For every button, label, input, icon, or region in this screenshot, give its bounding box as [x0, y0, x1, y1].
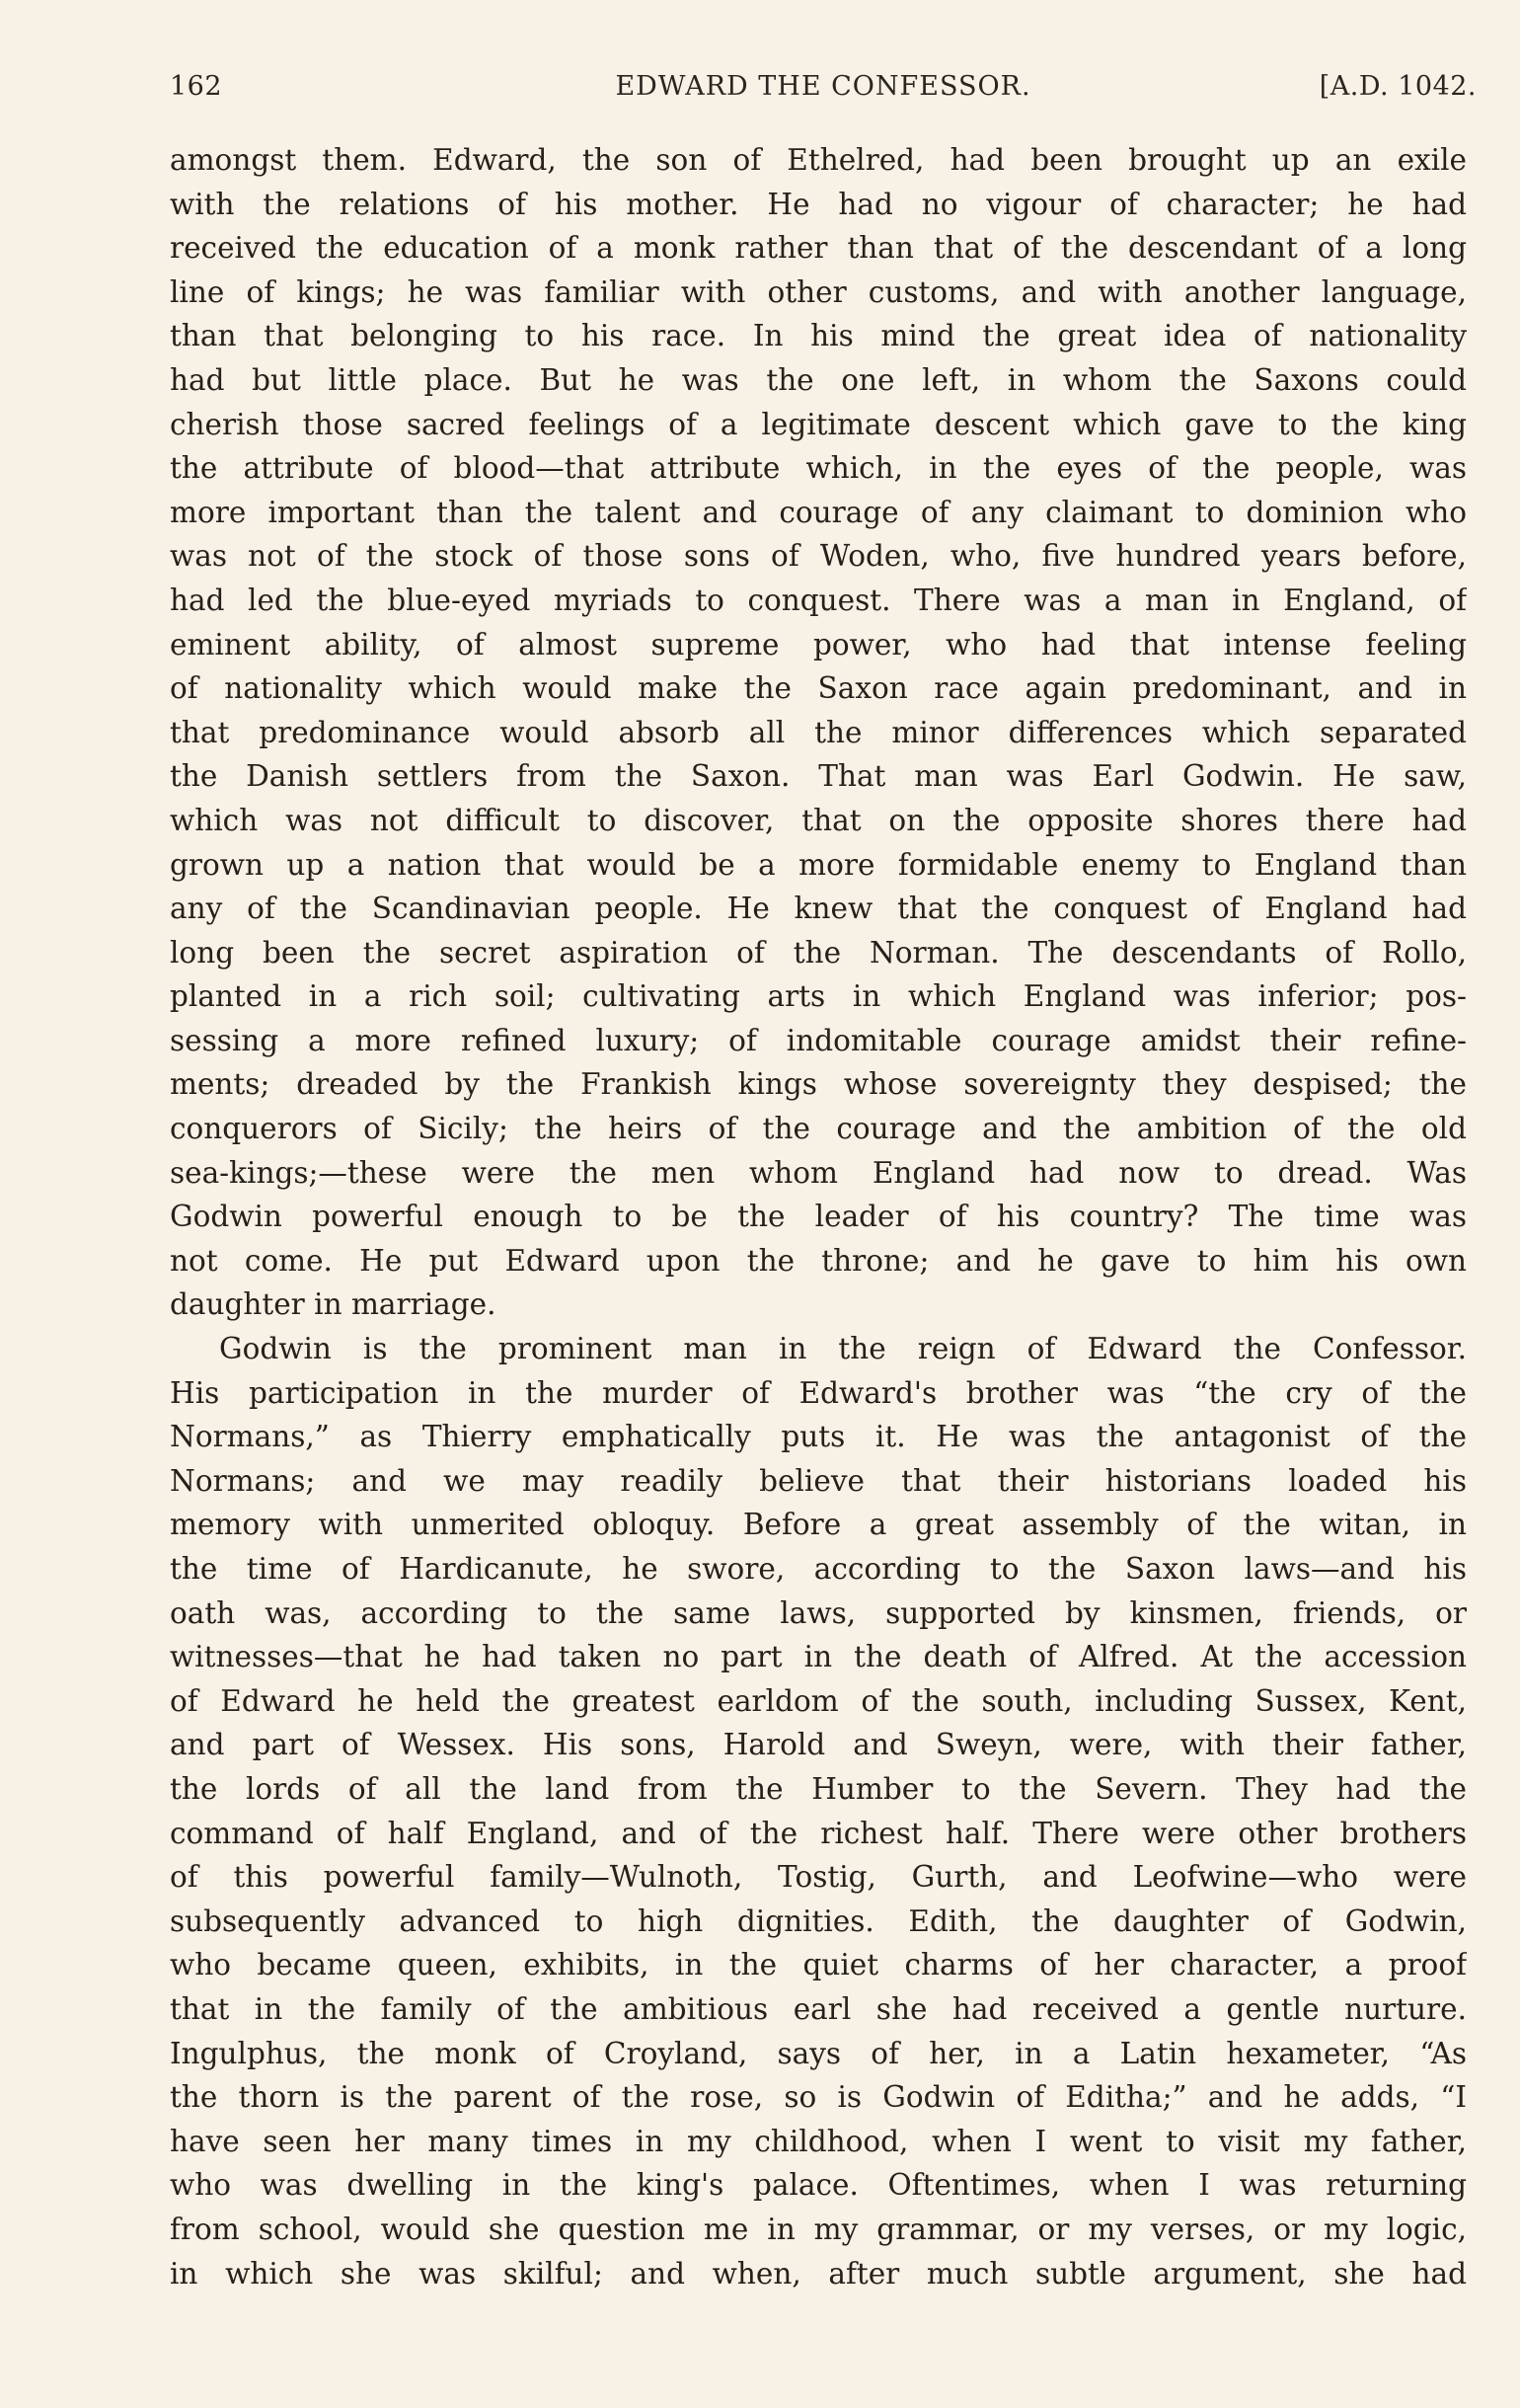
text-line: received the education of a monk rather than that of the descendant of a long	[170, 231, 1467, 266]
body-text	[170, 138, 1467, 2379]
text-line: had led the blue-eyed myriads to conquest. There was a man in England, of	[170, 583, 1467, 617]
text-line: of Edward he held the greatest earldom of the south, including Sussex, Kent,	[170, 1683, 1467, 1718]
text-line: Normans; and we may readily believe that their historians loaded his	[170, 1463, 1467, 1498]
text-line: command of half England, and of the richest half. There were other brothers	[170, 1816, 1467, 1850]
text-line: oath was, according to the same laws, supported by kinsmen, friends, or	[170, 1595, 1467, 1630]
text-line: ments; dreaded by the Frankish kings whose sovereignty they despised; the	[170, 1067, 1467, 1102]
page-number: 162	[170, 71, 223, 102]
page-header	[170, 63, 1477, 113]
text-line: that in the family of the ambitious earl she had received a gentle nurture.	[170, 1991, 1467, 2026]
text-line: Ingulphus, the monk of Croyland, says of her, in a Latin hexameter, “As	[170, 2036, 1467, 2070]
text-line: the thorn is the parent of the rose, so is Godwin of Editha;” and he adds, “I	[170, 2080, 1467, 2115]
text-line: eminent ability, of almost supreme power, who had that intense feeling	[170, 627, 1467, 661]
text-line: who was dwelling in the king's palace. Oftentimes, when I was returning	[170, 2168, 1467, 2203]
text-line: long been the secret aspiration of the Norman. The descendants of Rollo,	[170, 935, 1467, 970]
text-line: with the relations of his mother. He had no vigour of character; he had	[170, 187, 1467, 221]
text-line: of this powerful family—Wulnoth, Tostig, Gurth, and Leofwine—who were	[170, 1860, 1467, 1895]
text-line: sessing a more refined luxury; of indomitable courage amidst their refine-	[170, 1023, 1467, 1057]
text-line: line of kings; he was familiar with other customs, and with another language,	[170, 274, 1467, 309]
text-line: any of the Scandinavian people. He knew that the conquest of England had	[170, 892, 1467, 926]
paragraph-start-line: Godwin is the prominent man in the reign of Edward the Confessor.	[219, 1332, 1467, 1366]
text-line: cherish those sacred feelings of a legitimate descent which gave to the king	[170, 407, 1467, 441]
text-line: who became queen, exhibits, in the quiet charms of her character, a proof	[170, 1948, 1467, 1982]
running-title: EDWARD THE CONFESSOR.	[615, 71, 1031, 102]
text-line: than that belonging to his race. In his mind the great idea of nationality	[170, 319, 1467, 353]
text-line: from school, would she question me in my grammar, or my verses, or my logic,	[170, 2212, 1467, 2246]
text-line: the attribute of blood—that attribute which, in the eyes of the people, was	[170, 451, 1467, 486]
text-line: amongst them. Edward, the son of Ethelred, had been brought up an exile	[170, 143, 1467, 177]
text-line: Normans,” as Thierry emphatically puts it. He was the antagonist of the	[170, 1420, 1467, 1454]
text-line: the Danish settlers from the Saxon. That man was Earl Godwin. He saw,	[170, 759, 1467, 794]
text-line: have seen her many times in my childhood, when I went to visit my father,	[170, 2124, 1467, 2158]
text-line: conquerors of Sicily; the heirs of the courage and the ambition of the old	[170, 1112, 1467, 1146]
text-line: witnesses—that he had taken no part in the death of Alfred. At the accession	[170, 1640, 1467, 1674]
text-line: had but little place. But he was the one left, in whom the Saxons could	[170, 362, 1467, 397]
text-line: of nationality which would make the Saxon race again predominant, and in	[170, 671, 1467, 706]
text-line: subsequently advanced to high dignities. Edith, the daughter of Godwin,	[170, 1903, 1467, 1938]
paragraph-end-line: daughter in marriage.	[170, 1287, 496, 1322]
text-line: the time of Hardicanute, he swore, according to the Saxon laws—and his	[170, 1552, 1467, 1586]
date-marker: [A.D. 1042.	[1319, 71, 1477, 102]
text-line: and part of Wessex. His sons, Harold and Sweyn, were, with their father,	[170, 1728, 1467, 1762]
text-line: grown up a nation that would be a more formidable enemy to England than	[170, 847, 1467, 882]
text-line: which was not difficult to discover, that on the opposite shores there had	[170, 803, 1467, 837]
text-line: more important than the talent and courage of any claimant to dominion who	[170, 495, 1467, 529]
text-line: planted in a rich soil; cultivating arts in which England was inferior; pos-	[170, 979, 1467, 1014]
text-line: memory with unmerited obloquy. Before a great assembly of the witan, in	[170, 1508, 1467, 1542]
text-line: His participation in the murder of Edward's brother was “the cry of the	[170, 1375, 1467, 1410]
text-line: sea-kings;—these were the men whom England had now to dread. Was	[170, 1155, 1467, 1190]
text-line: not come. He put Edward upon the throne; and he gave to him his own	[170, 1243, 1467, 1278]
text-line: the lords of all the land from the Humber to the Severn. They had the	[170, 1771, 1467, 1806]
text-line: Godwin powerful enough to be the leader of his country? The time was	[170, 1200, 1467, 1234]
text-line: that predominance would absorb all the minor differences which separated	[170, 715, 1467, 749]
text-line: in which she was skilful; and when, after much subtle argument, she had	[170, 2256, 1467, 2291]
text-line: was not of the stock of those sons of Woden, who, five hundred years before,	[170, 539, 1467, 574]
